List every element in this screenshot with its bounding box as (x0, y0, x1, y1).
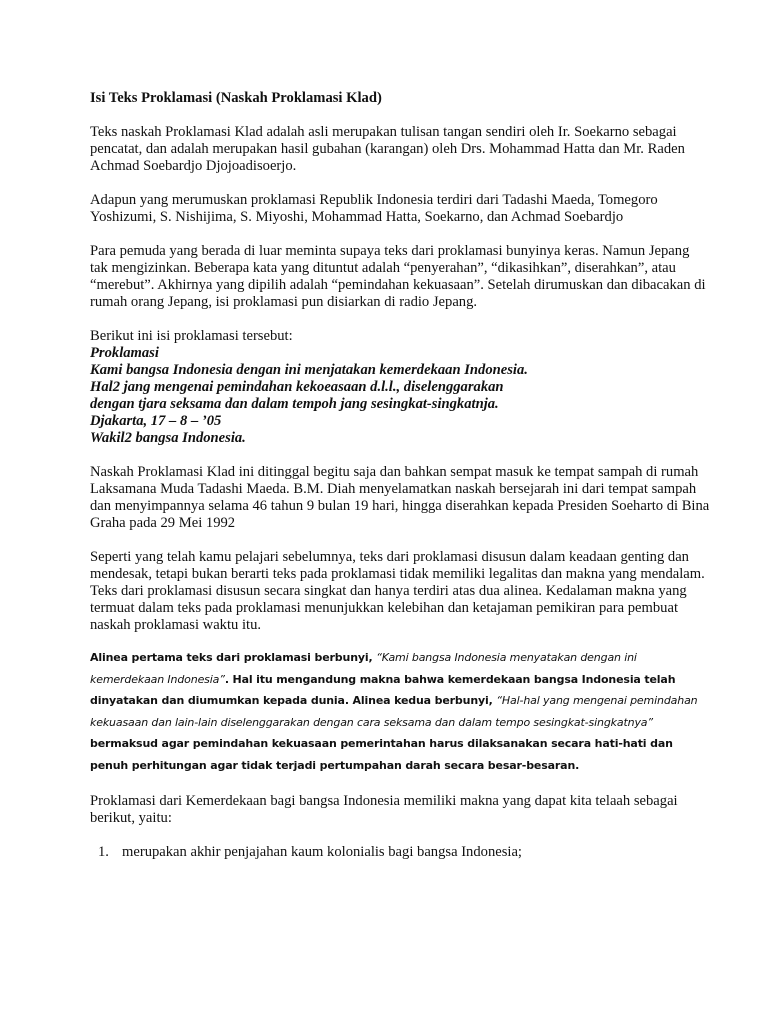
alinea-text: Alinea pertama teks dari proklamasi berbunyi, (90, 651, 377, 664)
paragraph-manuscript-history: Naskah Proklamasi Klad ini ditinggal begitu saja dan bahkan sempat masuk ke tempat sampah di rumah Laksamana Muda Tadashi Maeda. B.M. Diah menyelamatkan naskah bersejarah ini dari tempat sampah dan menyimpannya selama 46 tahun 9 bulan 19 hari, hingga diserahkan kepada Presiden Soeharto di Bina Graha pada 29 Mei 1992 (90, 464, 710, 531)
paragraph-meaning-context: Seperti yang telah kamu pelajari sebelumnya, teks dari proklamasi disusun dalam keadaan genting dan mendesak, tetapi bukan berarti teks pada proklamasi tidak memiliki legalitas dan makna yang mendalam. Teks dari proklamasi disusun secara singkat dan hanya terdiri atas dua alinea. Kedalaman makna yang termuat dalam teks pada proklamasi menunjukkan kelebihan dan ketajaman pemikiran para pembuat naskah proklamasi waktu itu. (90, 549, 705, 633)
paragraph-formulators: Adapun yang merumuskan proklamasi Republik Indonesia terdiri dari Tadashi Maeda, Tomegoro Yoshizumi, S. Nishijima, S. Miyoshi, Mohammad Hatta, Soekarno, dan Achmad Soebardjo (90, 192, 658, 225)
document-heading: Isi Teks Proklamasi (Naskah Proklamasi Klad) (90, 90, 382, 106)
alinea-quote-first: “Kami bangsa Indonesia menyatakan dengan ini kemerdekaan Indonesia” (90, 651, 637, 686)
list-item-text: merupakan akhir penjajahan kaum kolonialis bagi bangsa Indonesia; (122, 844, 522, 860)
list-item-number: 1. (98, 844, 109, 860)
alinea-text: . Hal itu mengandung makna bahwa kemerdekaan bangsa Indonesia telah dinyatakan dan diumumkan kepada dunia. Alinea kedua berbunyi, (90, 672, 676, 707)
paragraph-authors: Teks naskah Proklamasi Klad adalah asli merupakan tulisan tangan sendiri oleh Ir. Soekarno sebagai pencatat, dan adalah merupakan hasil gubahan (karangan) oleh Drs. Mohammad Hatta dan Mr. Raden Achmad Soebardjo Djojoadisoerjo. (90, 124, 685, 174)
proclamation-date: Djakarta, 17 – 8 – ’05 (90, 413, 222, 429)
alinea-quote-second: “Hal-hal yang mengenai pemindahan kekuasaan dan lain-lain diselenggarakan dengan cara seksama dan dalam tempo sesingkat-singkatnya” (90, 694, 698, 729)
proclamation-text-block (90, 345, 710, 447)
paragraph-youth-demands: Para pemuda yang berada di luar meminta supaya teks dari proklamasi bunyinya keras. Namun Jepang tak mengizinkan. Beberapa kata yang dituntut adalah “penyerahan”, “dikasihkan”, diserahkan”, atau “merebut”. Akhirnya yang dipilih adalah “pemindahan kekuasaan”. Setelah dirumuskan dan dibacakan di rumah orang Jepang, isi proklamasi pun disiarkan di radio Jepang. (90, 243, 706, 310)
proclamation-line: Kami bangsa Indonesia dengan ini menjatakan kemerdekaan Indonesia. (90, 362, 528, 378)
list-item (90, 844, 710, 861)
proclamation-signatory: Wakil2 bangsa Indonesia. (90, 430, 246, 446)
proclamation-intro: Berikut ini isi proklamasi tersebut: (90, 328, 293, 344)
document-page (90, 90, 710, 861)
paragraph-meaning-intro: Proklamasi dari Kemerdekaan bagi bangsa Indonesia memiliki makna yang dapat kita telaah sebagai berikut, yaitu: (90, 793, 678, 826)
alinea-text: bermaksud agar pemindahan kekuasaan pemerintahan harus dilaksanakan secara hati-hati dan penuh perhitungan agar tidak terjadi pertumpahan darah secara besar-besaran. (90, 737, 673, 772)
meaning-list (90, 844, 710, 861)
proclamation-title: Proklamasi (90, 345, 159, 361)
proclamation-line: dengan tjara seksama dan dalam tempoh jang sesingkat-singkatnja. (90, 396, 499, 412)
proclamation-line: Hal2 jang mengenai pemindahan kekoeasaan d.l.l., diselenggarakan (90, 379, 504, 395)
paragraph-alinea-explanation (90, 647, 710, 776)
